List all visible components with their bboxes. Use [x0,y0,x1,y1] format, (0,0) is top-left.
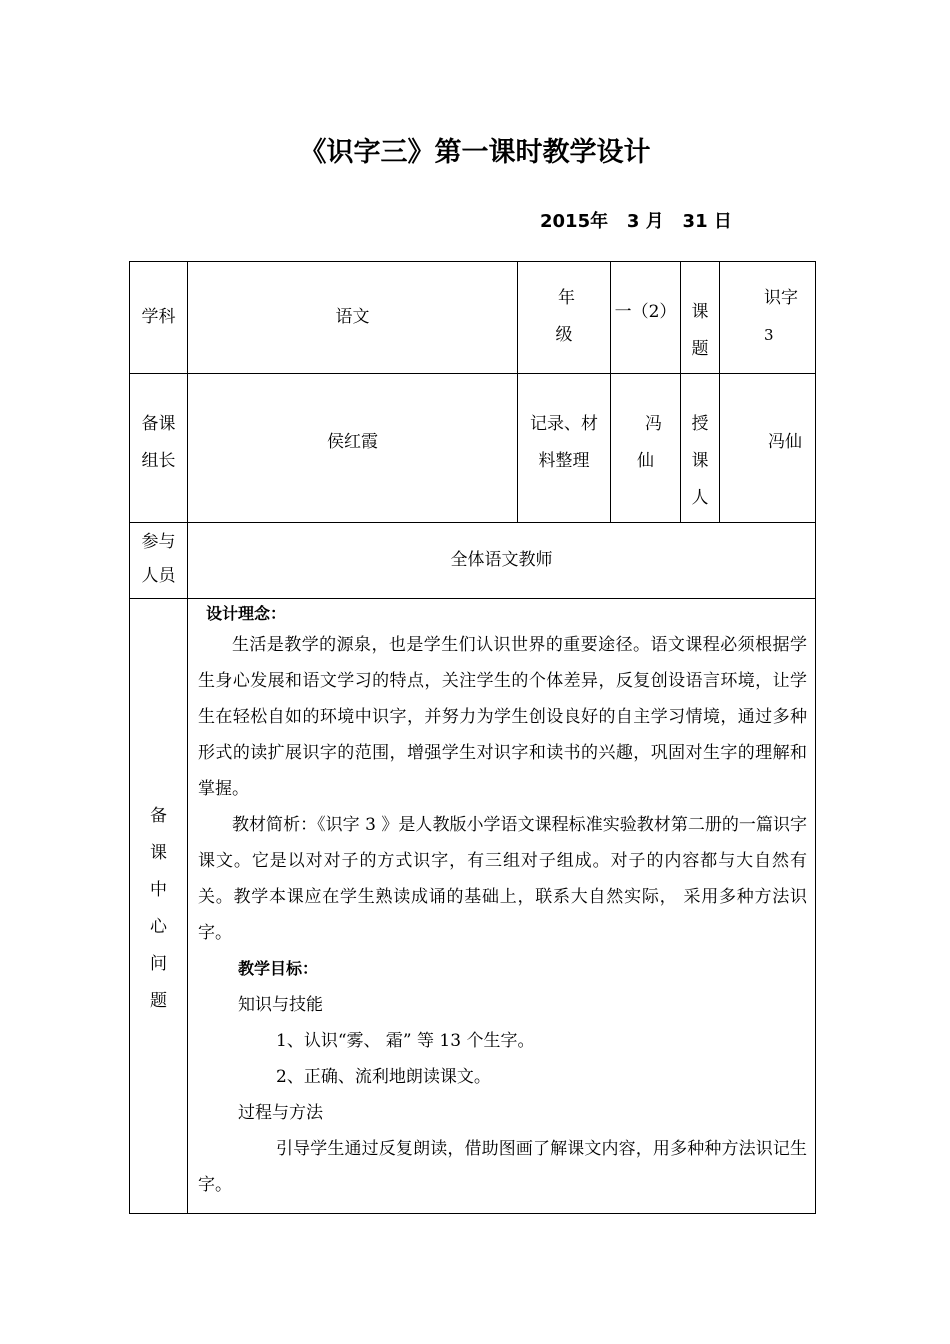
date-day-unit: 日 [713,211,732,232]
core-issues-label-char: 心 [150,917,167,937]
participants-label: 参与 人员 [130,523,188,599]
leader-value: 侯红霞 [188,374,518,523]
record-value: 冯 仙 [611,374,681,523]
goal-1: 1、认识“雾、 霜” 等 13 个生字。 [276,1031,535,1051]
date-month: 3 [626,211,640,232]
document-date [540,207,732,233]
record-label: 记录、材 料整理 [518,374,611,523]
date-year-unit: 年 [590,211,609,232]
core-issues-label-char: 备 [150,806,167,826]
date-month-unit: 月 [645,211,664,232]
document-title: 《识字三》第一课时教学设计 [299,137,651,168]
analysis-paragraph: 教材简析：《识字 3 》是人教版小学语文课程标准实验教材第二册的一篇识字课文。它是以对对子的方式识字，有三组对子组成。对子的内容都与大自然有关。教学本课应在学生熟读成诵的基础上，联系大自然实际， 采用多种方法识字。 [198,815,807,943]
leader-label: 备课 组长 [130,374,188,523]
process-heading: 过程与方法 [238,1103,323,1123]
date-day: 31 [682,211,708,232]
knowledge-heading: 知识与技能 [238,995,323,1015]
table-row-leader [130,374,816,523]
core-issues-label-char: 问 [150,954,167,974]
design-heading: 设计理念： [206,604,287,623]
grade-label: 年 级 [518,262,611,374]
core-issues-label-char: 中 [150,880,167,900]
teacher-label: 授 课 人 [681,374,720,523]
core-issues-label [130,599,188,1214]
teacher-value: 冯仙 [720,374,816,523]
process-paragraph: 引导学生通过反复朗读，借助图画了解课文内容，用多种种方法识记生字。 [198,1139,807,1195]
core-issues-label-char: 课 [150,843,167,863]
subject-label: 学科 [130,262,188,374]
date-year: 2015 [540,211,591,232]
goal-2: 2、正确、流利地朗读课文。 [276,1067,491,1087]
topic-label: 课 题 [681,262,720,374]
table-row-participants [130,523,816,599]
core-issues-label-char: 题 [150,991,167,1011]
goals-heading: 教学目标： [238,959,319,978]
design-paragraph: 生活是教学的源泉，也是学生们认识世界的重要途径。语文课程必须根据学生身心发展和语文学习的特点，关注学生的个体差异，反复创设语言环境，让学生在轻松自如的环境中识字，并努力为学生创设良好的自主学习情境，通过多种形式的读扩展识字的范围，增强学生对识字和读书的兴趣，巩固对生字的理解和掌握。 [198,635,807,799]
topic-value: 识字 3 [720,262,816,374]
lesson-plan-table [129,261,816,1214]
table-row-subject [130,262,816,374]
grade-value: 一（2） [611,262,681,374]
subject-value: 语文 [188,262,518,374]
participants-value: 全体语文教师 [188,523,816,599]
table-row-core-issues [130,599,816,1214]
core-issues-content [188,599,816,1214]
